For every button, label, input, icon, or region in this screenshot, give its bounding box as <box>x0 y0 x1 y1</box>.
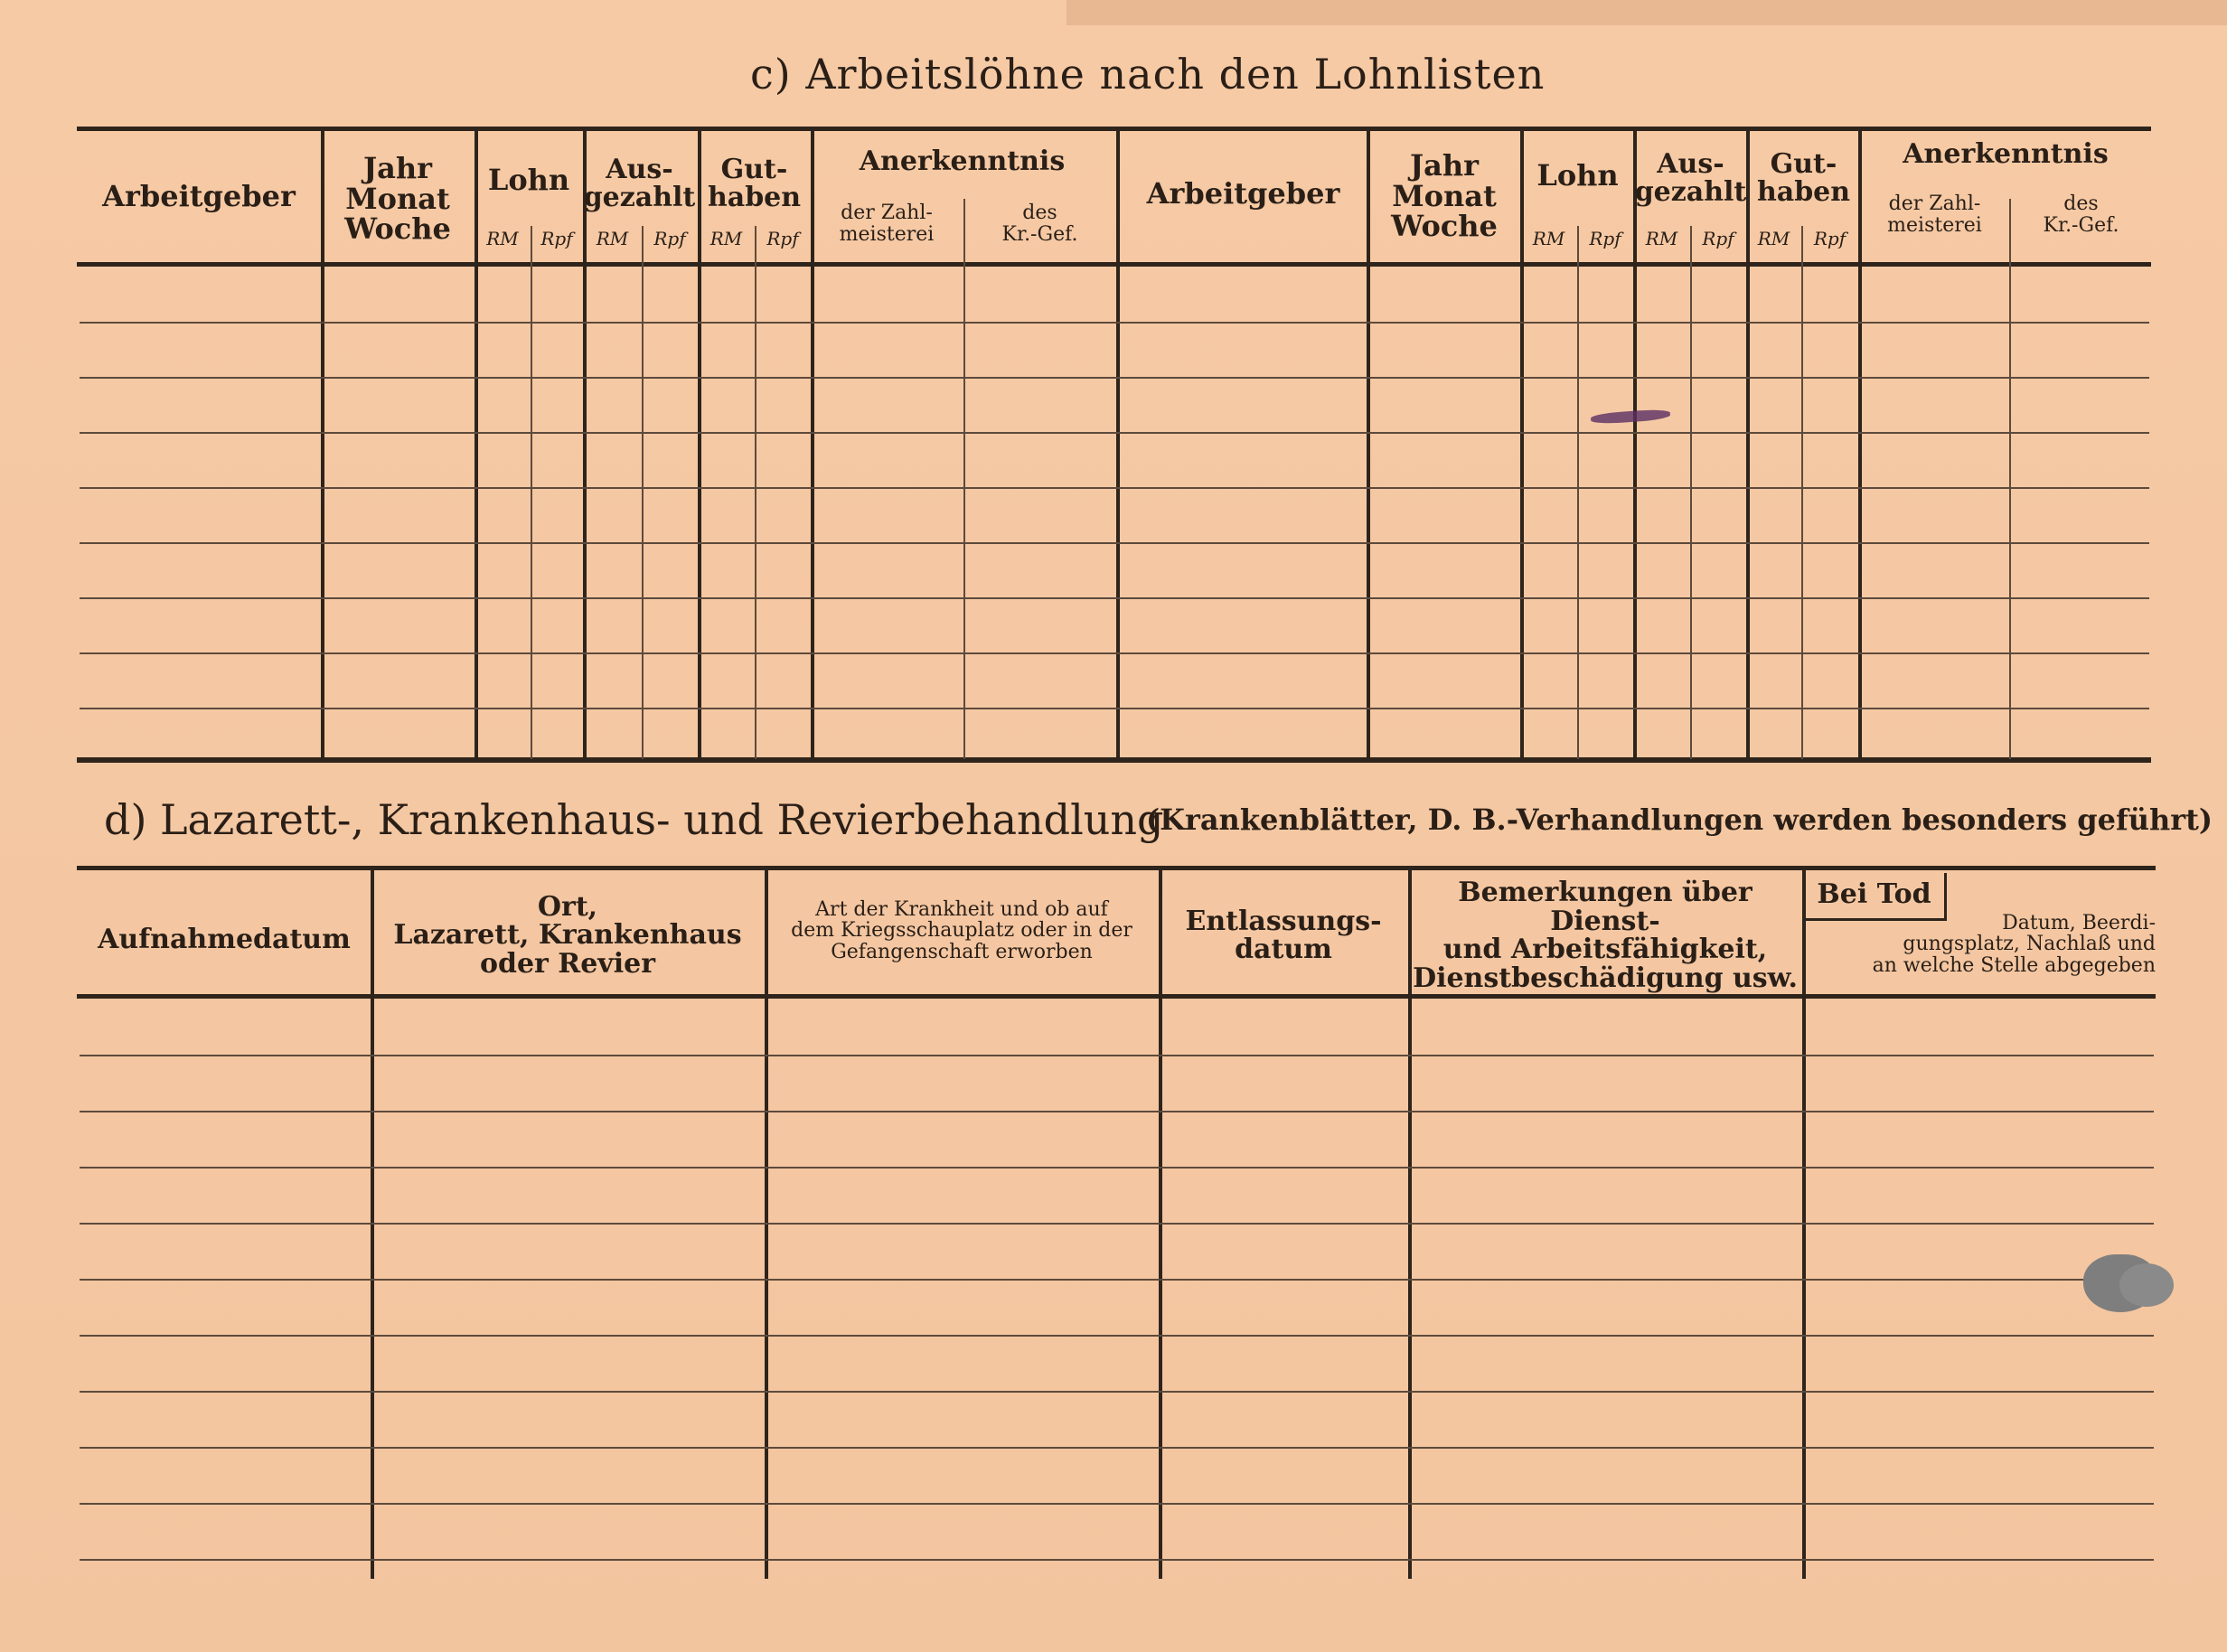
table-c-subcolumn-rule <box>755 226 756 759</box>
table-c-subcolumn-rule <box>1577 226 1579 759</box>
header-lohn-right: Lohn <box>1536 158 1619 193</box>
table-d-header-rule <box>77 994 2156 999</box>
header-ort <box>372 881 763 990</box>
label-tod-1: Datum, Beerdi- <box>2002 912 2156 935</box>
currency-label-rpf: Rpf <box>540 228 573 249</box>
label-woche: Woche <box>1391 209 1498 244</box>
label-gezahlt: gezahlt <box>583 182 696 213</box>
table-d-row-line <box>80 1391 2154 1393</box>
currency-label-rm: RM <box>709 228 743 249</box>
label-jahr: Jahr <box>1410 148 1479 183</box>
label-meisterei: meisterei <box>1887 213 1982 237</box>
header-jahr-monat-woche-left <box>321 143 475 256</box>
table-d-row-line <box>80 1447 2154 1449</box>
label-bem-3: Dienstbeschädigung usw. <box>1413 962 1798 994</box>
table-d-top-rule <box>77 866 2156 870</box>
label-aus: Aus- <box>1657 147 1724 180</box>
header-zahlmeisterei-right <box>1860 185 2009 244</box>
header-krgef-left <box>965 194 1114 253</box>
label-bem-2: und Arbeitsfähigkeit, <box>1442 934 1768 965</box>
ink-stamp-mark <box>1591 408 1671 425</box>
label-bem-1: Bemerkungen über Dienst- <box>1458 877 1752 937</box>
currency-label-rm: RM <box>1757 228 1790 249</box>
table-c-row-line <box>80 652 2149 654</box>
label-gut: Gut- <box>1770 147 1837 180</box>
table-c-column-rule <box>475 129 478 759</box>
header-anerkenntnis-left: Anerkenntnis <box>859 145 1066 178</box>
table-c-subcolumn-rule <box>1801 226 1803 759</box>
table-c-subcolumn-rule <box>531 226 532 759</box>
table-c-column-rule <box>1746 129 1750 759</box>
currency-label-rpf: Rpf <box>1589 228 1621 249</box>
label-art-2: dem Kriegsschauplatz oder in der <box>791 919 1132 943</box>
header-entlassungsdatum <box>1160 899 1406 971</box>
label-monat: Monat <box>345 181 450 216</box>
currency-label-rm: RM <box>1532 228 1565 249</box>
header-art-der-krankheit <box>766 890 1157 971</box>
header-aufnahmedatum: Aufnahmedatum <box>98 924 351 956</box>
label-gezahlt: gezahlt <box>1634 176 1747 208</box>
table-c-header-rule <box>77 262 2151 267</box>
header-zahlmeisterei-left <box>811 194 963 253</box>
table-c-subcolumn-rule <box>1690 226 1692 759</box>
table-c-row-line <box>80 377 2149 379</box>
label-haben: haben <box>1756 176 1851 208</box>
section-c-title: c) Arbeitslöhne nach den Lohnlisten <box>750 50 1546 99</box>
currency-label-rpf: Rpf <box>1702 228 1734 249</box>
currency-label-rpf: Rpf <box>653 228 686 249</box>
label-haben: haben <box>707 182 802 213</box>
label-woche: Woche <box>344 211 451 247</box>
table-c-bottom-rule <box>77 757 2151 763</box>
header-ausgezahlt-right <box>1634 137 1747 219</box>
label-ort-2: Lazarett, Krankenhaus <box>393 919 742 952</box>
label-aus: Aus- <box>606 153 673 185</box>
table-d-row-line <box>80 1279 2154 1281</box>
table-d-row-line <box>80 1503 2154 1505</box>
table-d-row-line <box>80 1167 2154 1169</box>
header-bei-tod: Bei Tod <box>1817 878 1931 911</box>
label-krgef: Kr.-Gef. <box>1001 222 1078 246</box>
section-d-note: (Krankenblätter, D. B.-Verhandlungen werden besonders geführt) <box>1146 803 2213 837</box>
table-c-top-rule <box>77 127 2151 131</box>
label-krgef: Kr.-Gef. <box>2043 213 2119 237</box>
header-lohn-left: Lohn <box>487 163 570 198</box>
table-c-row-line <box>80 597 2149 599</box>
header-bemerkungen <box>1410 877 1800 994</box>
label-des: des <box>1022 202 1057 225</box>
label-tod-3: an welche Stelle abgegeben <box>1872 953 2156 977</box>
header-krgef-right <box>2011 185 2151 244</box>
label-zahl: der Zahl- <box>1888 192 1981 216</box>
header-ausgezahlt-left <box>583 143 696 224</box>
table-c-subcolumn-rule <box>2009 199 2011 759</box>
label-meisterei: meisterei <box>839 222 935 246</box>
label-monat: Monat <box>1392 178 1497 213</box>
table-d-row-line <box>80 1055 2154 1056</box>
label-gut: Gut- <box>720 153 788 185</box>
table-c-column-rule <box>1633 129 1637 759</box>
label-des: des <box>2063 192 2099 216</box>
currency-label-rpf: Rpf <box>1813 228 1846 249</box>
table-d-row-line <box>80 1335 2154 1337</box>
label-art-3: Gefangenschaft erworben <box>831 940 1093 963</box>
table-c-row-line <box>80 487 2149 489</box>
table-c-row-line <box>80 432 2149 434</box>
table-c-subcolumn-rule <box>642 226 644 759</box>
label-tod-2: gungsplatz, Nachlaß und <box>1903 933 2156 956</box>
label-art-1: Art der Krankheit und ob auf <box>815 898 1108 922</box>
table-d-row-line <box>80 1111 2154 1112</box>
punch-hole-tear <box>2119 1263 2174 1307</box>
label-zahl: der Zahl- <box>841 202 933 225</box>
label-entlassung-1: Entlassungs- <box>1185 905 1382 937</box>
header-arbeitgeber-right: Arbeitgeber <box>1146 176 1340 211</box>
section-d-title: d) Lazarett-, Krankenhaus- und Revierbehandlung <box>104 795 1164 844</box>
table-d-row-line <box>80 1559 2154 1561</box>
label-entlassung-2: datum <box>1235 934 1332 965</box>
table-c-row-line <box>80 322 2149 324</box>
table-c-row-line <box>80 542 2149 544</box>
header-anerkenntnis-right: Anerkenntnis <box>1903 138 2109 171</box>
currency-label-rm: RM <box>486 228 519 249</box>
header-jahr-monat-woche-right <box>1367 140 1521 253</box>
currency-label-rm: RM <box>1645 228 1678 249</box>
table-c-row-line <box>80 708 2149 709</box>
table-c-subcolumn-rule <box>963 199 965 759</box>
label-ort-3: oder Revier <box>479 947 656 980</box>
header-arbeitgeber-left: Arbeitgeber <box>102 178 296 213</box>
header-guthaben-left <box>698 143 811 224</box>
header-tod-details <box>1835 904 2156 985</box>
header-guthaben-right <box>1747 137 1860 219</box>
label-ort-1: Ort, <box>537 890 598 923</box>
torn-top-edge <box>1067 0 2227 25</box>
currency-label-rpf: Rpf <box>766 228 799 249</box>
table-d-row-line <box>80 1223 2154 1225</box>
currency-label-rm: RM <box>596 228 629 249</box>
label-jahr: Jahr <box>363 151 432 186</box>
